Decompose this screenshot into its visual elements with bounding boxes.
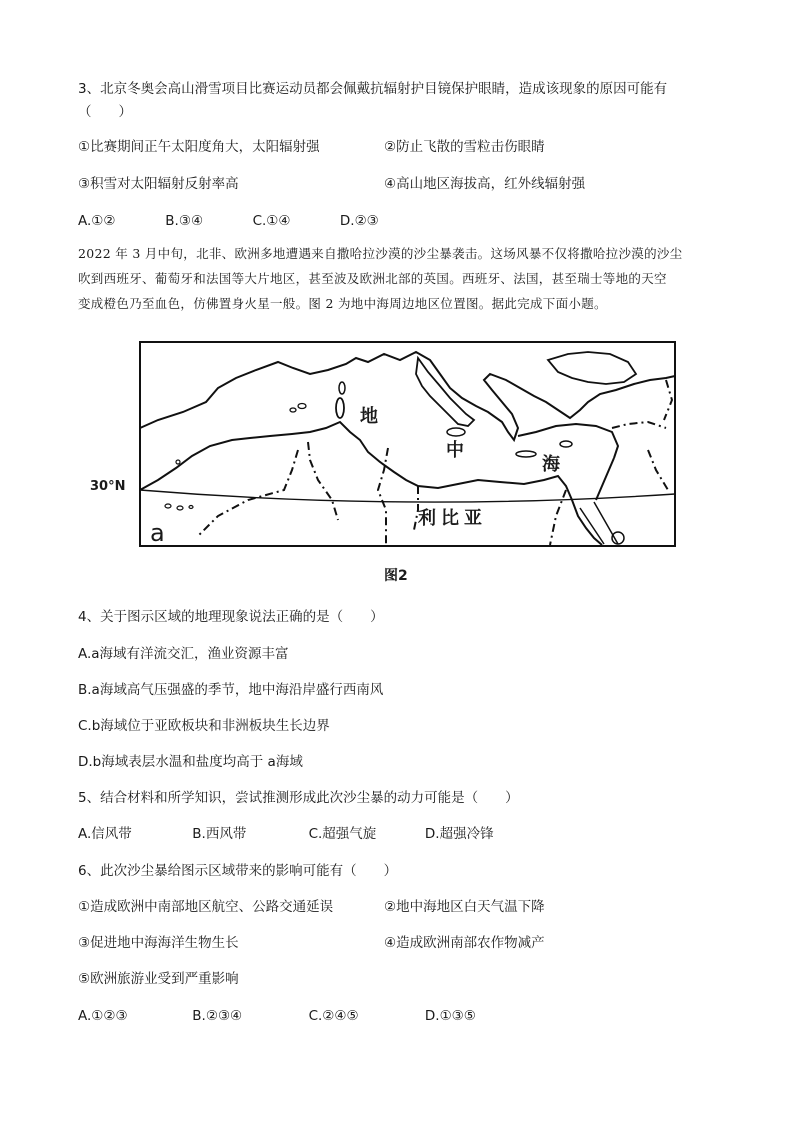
latitude-label: 30°N <box>90 479 126 494</box>
q3-option-a: A.①② <box>78 213 116 229</box>
map-label-di: 地 <box>360 406 378 427</box>
q6-statement-5: ⑤欧洲旅游业受到严重影响 <box>78 971 239 987</box>
q6-statement-2: ②地中海地区白天气温下降 <box>384 899 545 915</box>
q6-statement-1: ①造成欧洲中南部地区航空、公路交通延误 <box>78 899 334 915</box>
map-label-hai: 海 <box>542 454 560 475</box>
q6-option-a: A.①②③ <box>78 1008 128 1024</box>
q4-option-c: C.b海域位于亚欧板块和非洲板块生长边界 <box>78 718 330 734</box>
q3-option-d: D.②③ <box>339 213 379 229</box>
q6-statement-3: ③促进地中海海洋生物生长 <box>78 935 239 951</box>
q6-statement-4: ④造成欧洲南部农作物减产 <box>384 935 545 951</box>
q3-stem-bracket: （ ） <box>78 104 132 120</box>
q3-options <box>78 212 379 230</box>
mediterranean-map <box>88 340 688 550</box>
q6-options <box>78 1007 476 1025</box>
map-drawing <box>88 340 688 550</box>
q6-option-d: D.①③⑤ <box>424 1008 476 1024</box>
map-label-zhong: 中 <box>446 440 464 461</box>
q5-options <box>78 825 494 843</box>
map-label-libya: 利比亚 <box>418 508 487 529</box>
q3-stem: 3、北京冬奥会高山滑雪项目比赛运动员都会佩戴抗辐射护目镜保护眼睛，造成该现象的原因可能有 <box>78 81 668 97</box>
q3-statement-2: ②防止飞散的雪粒击伤眼睛 <box>384 139 545 155</box>
q3-option-c: C.①④ <box>252 213 291 229</box>
q6-option-b: B.②③④ <box>192 1008 243 1024</box>
passage-line-1: 2022 年 3 月中旬，北非、欧洲多地遭遇来自撒哈拉沙漠的沙尘暴袭击。这场风暴不仅将撒哈拉沙漠的沙尘 <box>78 246 683 261</box>
q4-option-d: D.b海域表层水温和盐度均高于 a海域 <box>78 754 303 770</box>
passage-line-2: 吹到西班牙、葡萄牙和法国等大片地区，甚至波及欧洲北部的英国。西班牙、法国，甚至瑞士等地的天空 <box>78 271 667 286</box>
q6-stem: 6、此次沙尘暴给图示区域带来的影响可能有（ ） <box>78 863 398 879</box>
q4-option-a: A.a海域有洋流交汇，渔业资源丰富 <box>78 646 289 662</box>
passage-line-3: 变成橙色乃至血色，仿佛置身火星一般。图 2 为地中海周边地区位置图。据此完成下面小题。 <box>78 296 607 311</box>
q5-option-d: D.超强冷锋 <box>424 826 494 842</box>
q5-option-c: C.超强气旋 <box>308 826 377 842</box>
q3-statement-4: ④高山地区海拔高，红外线辐射强 <box>384 176 586 192</box>
q3-statement-1: ①比赛期间正午太阳度角大，太阳辐射强 <box>78 139 320 155</box>
q3-statement-3: ③积雪对太阳辐射反射率高 <box>78 176 239 192</box>
q3-option-b: B.③④ <box>165 213 204 229</box>
figure-caption: 图2 <box>384 568 408 584</box>
q5-stem: 5、结合材料和所学知识，尝试推测形成此次沙尘暴的动力可能是（ ） <box>78 790 519 806</box>
q5-option-b: B.西风带 <box>192 826 247 842</box>
q5-option-a: A.信风带 <box>78 826 132 842</box>
sea-label-a: a <box>150 519 165 547</box>
q4-option-b: B.a海域高气压强盛的季节，地中海沿岸盛行西南风 <box>78 682 384 698</box>
q6-option-c: C.②④⑤ <box>308 1008 359 1024</box>
q4-stem: 4、关于图示区域的地理现象说法正确的是（ ） <box>78 609 384 625</box>
